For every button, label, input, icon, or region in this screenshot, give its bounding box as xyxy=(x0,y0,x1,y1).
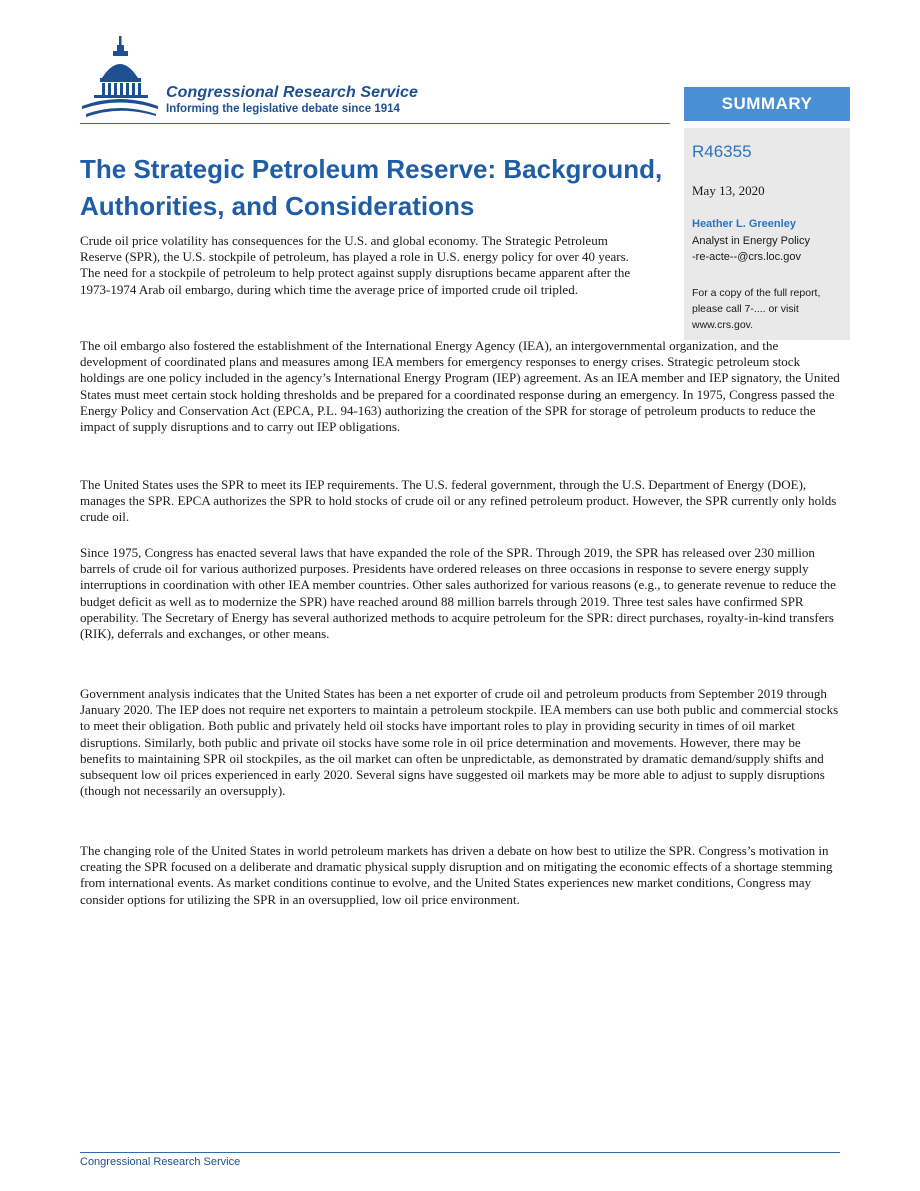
summary-paragraph: The oil embargo also fostered the establishment of the International Energy Agency (IEA), an intergovernmental organization, and the development of coordinated plans and measures among IEA members for emergency responses to energy crises. Strategic petroleum stock holdings are one policy included in the agency’s International Energy Program (IEP) agreement. As an IEA member and IEP signatory, the United States must meet certain stock holding thresholds and be prepared for a coordinated response during an emergency. In 1975, Congress passed the Energy Policy and Conservation Act (EPCA, P.L. 94-163) authorizing the creation of the SPR for storage of petroleum products to reduce the impact of supply disruptions and to carry out IEP obligations. xyxy=(80,338,840,435)
summary-tab: SUMMARY xyxy=(684,87,850,121)
org-tagline: Informing the legislative debate since 1914 xyxy=(166,103,400,115)
org-name: Congressional Research Service xyxy=(166,84,419,101)
report-number: R46355 xyxy=(692,142,752,161)
capitol-dome-logo-icon xyxy=(80,34,160,120)
copy-request-note: For a copy of the full report, please call 7-.... or visit www.crs.gov. xyxy=(692,287,821,331)
report-date: May 13, 2020 xyxy=(692,183,765,198)
header-divider xyxy=(80,123,670,124)
summary-paragraph: Government analysis indicates that the United States has been a net exporter of crude oil and petroleum products from September 2019 through January 2020. The IEP does not require net exporters to maintain a petroleum stockpile. IEA members can use both public and commercial stocks to meet their obligation. Both public and privately held oil stocks have important roles to play in providing security in times of oil market disruptions. Similarly, both public and private oil stocks have some role in oil price determination and movements. However, there may be benefits to maintaining SPR oil stockpiles, as the oil market can often be unpredictable, as demonstrated by dramatic demand/supply shifts and subsequent low oil prices experienced in early 2020. Several signs have suggested oil markets may be more able to adjust to supply disruptions (though not necessarily an oversupply). xyxy=(80,686,839,799)
author-email[interactable]: -re-acte--@crs.loc.gov xyxy=(692,251,801,263)
footer-divider xyxy=(80,1152,840,1153)
report-info-sidebar xyxy=(684,128,850,340)
summary-paragraph: The United States uses the SPR to meet its IEP requirements. The U.S. federal government, through the U.S. Department of Energy (DOE), manages the SPR. EPCA authorizes the SPR to hold stocks of crude oil or any refined petroleum product. However, the SPR currently only holds crude oil. xyxy=(80,477,837,525)
author-name: Heather L. Greenley xyxy=(692,218,796,230)
footer-org-name: Congressional Research Service xyxy=(80,1156,241,1168)
summary-paragraph: Since 1975, Congress has enacted several laws that have expanded the role of the SPR. Through 2019, the SPR has released over 230 million barrels of crude oil for various authorized purposes. Presidents have ordered releases on three occasions in response to severe energy supply interruptions in coordination with other IEA member countries. Other sales authorized for various reasons (e.g., to generate revenue to reduce the budget deficit as well as to modernize the SPR) have reached around 88 million barrels through 2019. Three test sales have confirmed SPR operability. The Secretary of Energy has several authorized methods to acquire petroleum for the SPR: direct purchases, royalty-in-kind transfers (RIK), deferrals and exchanges, or other means. xyxy=(80,545,836,642)
summary-paragraph: The changing role of the United States in world petroleum markets has driven a debate on how best to utilize the SPR. Congress’s motivation in creating the SPR focused on a deliberate and dramatic physical supply disruption and on mitigating the economic effects of a shortage stemming from international events. As market conditions continue to evolve, and the United States experiences new market conditions, Congress may consider options for utilizing the SPR in an oversupplied, low oil price environment. xyxy=(80,843,833,907)
summary-paragraph: Crude oil price volatility has consequences for the U.S. and global economy. The Strategic Petroleum Reserve (SPR), the U.S. stockpile of petroleum, has played a role in U.S. energy policy for over 40 years. The need for a stockpile of petroleum to help protect against supply disruptions became apparent after the 1973-1974 Arab oil embargo, during which time the average price of imported crude oil tripled. xyxy=(80,233,631,297)
document-title: The Strategic Petroleum Reserve: Background, Authorities, and Considerations xyxy=(80,154,663,221)
author-title: Analyst in Energy Policy xyxy=(692,235,810,247)
